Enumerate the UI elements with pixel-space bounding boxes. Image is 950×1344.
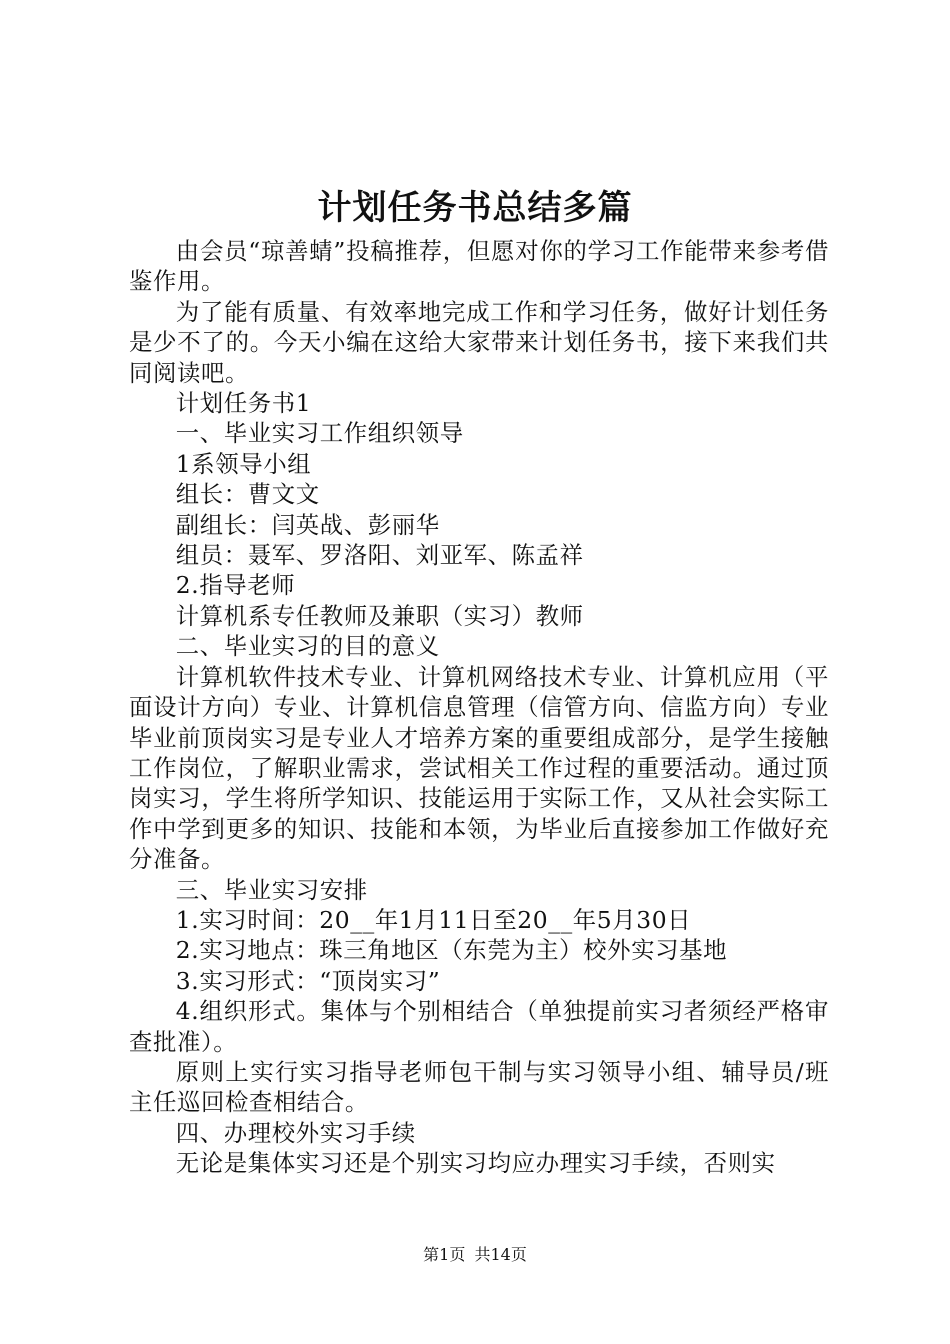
page-total: 共14页 <box>474 1245 527 1264</box>
paragraph: 原则上实行实习指导老师包干制与实习领导小组、辅导员/班主任巡回检查相结合。 <box>129 1057 829 1117</box>
paragraph: 组长：曹文文 <box>175 480 320 509</box>
paragraph: 3.实习形式：“顶岗实习” <box>175 966 441 995</box>
section-heading: 一、毕业实习工作组织领导 <box>175 419 464 448</box>
page-footer <box>0 1244 950 1266</box>
section-heading: 计划任务书1 <box>175 389 312 418</box>
paragraph: 由会员“琼善蜻”投稿推荐，但愿对你的学习工作能带来参考借鉴作用。 <box>129 237 829 296</box>
document-body <box>129 236 829 1179</box>
paragraph: 为了能有质量、有效率地完成工作和学习任务，做好计划任务是少不了的。今天小编在这给大家带来计划任务书，接下来我们共同阅读吧。 <box>129 297 829 387</box>
paragraph: 无论是集体实习还是个别实习均应办理实习手续，否则实 <box>175 1149 776 1178</box>
section-heading: 四、办理校外实习手续 <box>175 1118 416 1147</box>
paragraph: 副组长：闫英战、彭丽华 <box>175 510 440 539</box>
paragraph: 计算机系专任教师及兼职（实习）教师 <box>175 601 584 630</box>
paragraph: 1系领导小组 <box>175 449 312 478</box>
paragraph: 计算机软件技术专业、计算机网络技术专业、计算机应用（平面设计方向）专业、计算机信息管理（信管方向、信监方向）专业毕业前顶岗实习是专业人才培养方案的重要组成部分，是学生接触工作岗位，了解职业需求，尝试相关工作过程的重要活动。通过顶岗实习，学生将所学知识、技能运用于实际工作，又从社会实际工作中学到更多的知识、技能和本领，为毕业后直接参加工作做好充分准备。 <box>129 662 829 874</box>
section-heading: 三、毕业实习安排 <box>175 875 368 904</box>
paragraph: 组员：聂军、罗洛阳、刘亚军、陈孟祥 <box>175 541 584 570</box>
paragraph: 4.组织形式。集体与个别相结合（单独提前实习者须经严格审查批准）。 <box>129 997 829 1056</box>
paragraph: 2.实习地点：珠三角地区（东莞为主）校外实习基地 <box>175 936 728 965</box>
paragraph: 2.指导老师 <box>175 571 296 600</box>
page-number: 第1页 <box>423 1245 466 1264</box>
section-heading: 二、毕业实习的目的意义 <box>175 632 440 661</box>
document-title: 计划任务书总结多篇 <box>317 188 633 228</box>
paragraph: 1.实习时间：20__年1月11日至20__年5月30日 <box>175 905 692 934</box>
